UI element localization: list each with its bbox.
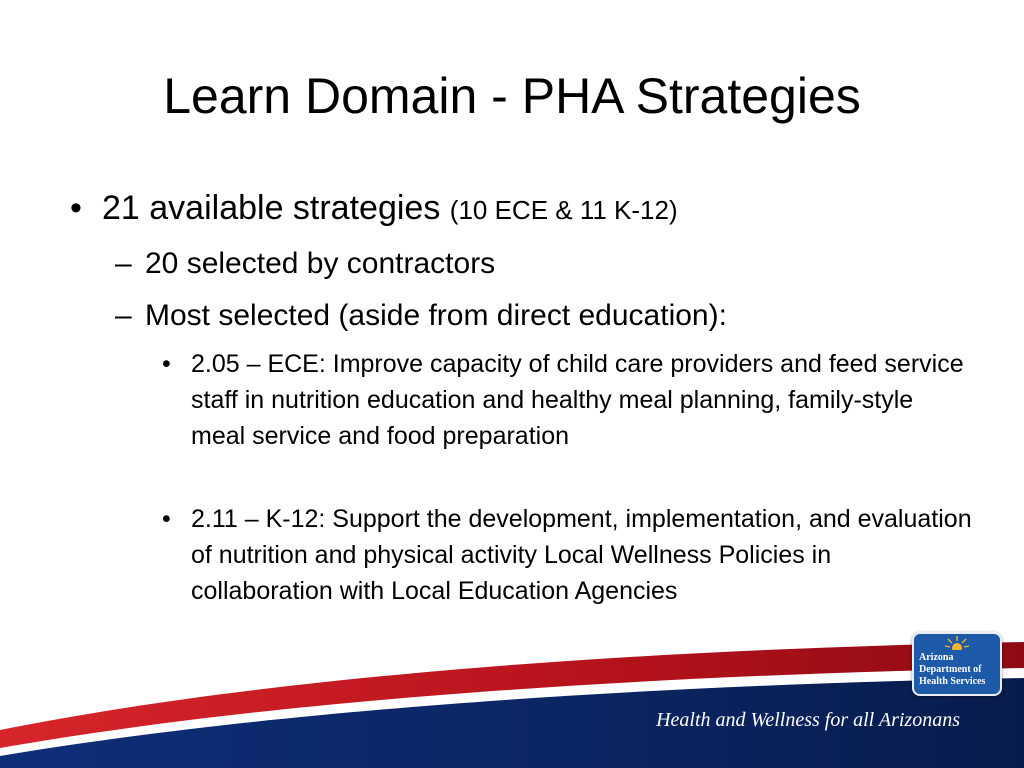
logo-line: Department of: [919, 664, 982, 675]
logo-line: Arizona: [919, 652, 954, 663]
slide-title: Learn Domain - PHA Strategies: [163, 68, 861, 124]
strategy-text: 2.05 – ECE: Improve capacity of child care providers and feed service staff in nutrition education and healthy meal planning, family-style meal service and food preparation: [191, 350, 964, 450]
dash-marker: –: [115, 247, 132, 280]
bullet-marker: •: [70, 189, 82, 227]
sun-icon: [944, 636, 970, 650]
logo-line: Health Services: [919, 676, 986, 687]
bullet-marker: •: [162, 505, 171, 533]
strategy-item: [162, 501, 972, 609]
main-bullet-text: 21 available strategies: [102, 189, 441, 227]
bullet-marker: •: [162, 350, 171, 378]
dash-marker: –: [115, 299, 132, 332]
sub-bullet-text: 20 selected by contractors: [145, 247, 496, 280]
strategy-text: 2.11 – K-12: Support the development, implementation, and evaluation of nutrition and physical activity Local Wellness Policies in collaboration with Local Education Agencies: [191, 505, 972, 605]
adhs-logo: [912, 632, 1002, 696]
footer-swoosh: [0, 620, 1024, 768]
main-bullet-detail: (10 ECE & 11 K-12): [449, 195, 678, 225]
sub-bullet-text: Most selected (aside from direct education):: [145, 299, 727, 332]
strategy-item: [162, 346, 972, 454]
footer-tagline: Health and Wellness for all Arizonans: [656, 709, 960, 731]
